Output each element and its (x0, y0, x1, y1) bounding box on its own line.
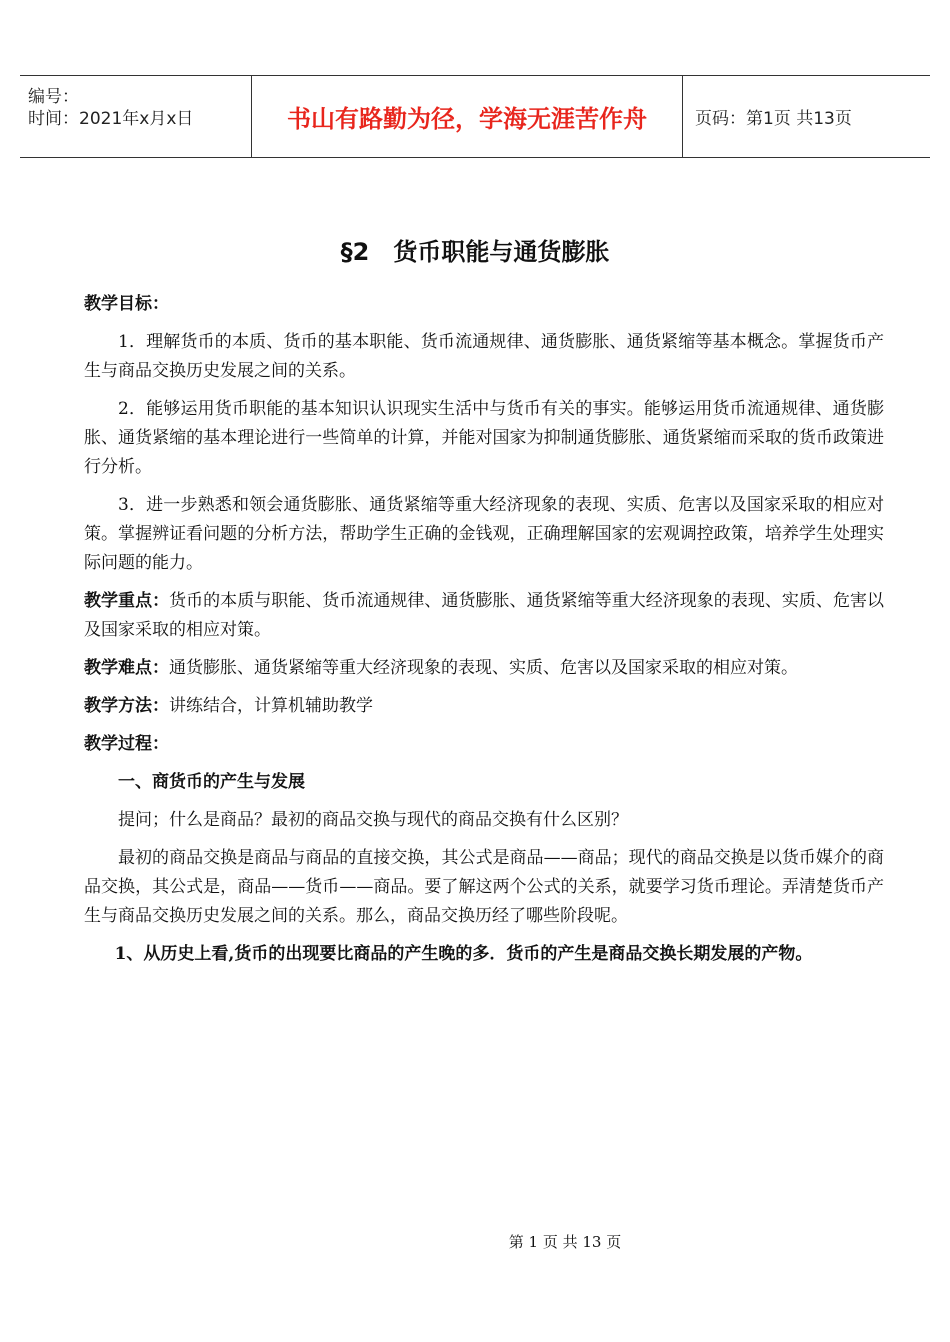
document-body (84, 290, 884, 969)
difficulties-label: 教学难点： (84, 658, 169, 678)
time-label: 时间：2021年x月x日 (28, 109, 194, 129)
objective-item: 3．进一步熟悉和领会通货膨胀、通货紧缩等重大经济现象的表现、实质、危害以及国家采取的相应对策。掌握辨证看问题的分析方法，帮助学生正确的金钱观，正确理解国家的宏观调控政策，培养学生处理实际问题的能力。 (84, 495, 884, 573)
page-footer: 第 1 页 共 13 页 (508, 1233, 622, 1251)
header-meta (20, 76, 252, 157)
objective-item: 1．理解货币的本质、货币的基本职能、货币流通规律、通货膨胀、通货紧缩等基本概念。掌握货币产生与商品交换历史发展之间的关系。 (84, 332, 884, 381)
question-paragraph: 提问；什么是商品？最初的商品交换与现代的商品交换有什么区别？ (118, 810, 628, 830)
process-heading: 教学过程： (84, 734, 169, 754)
document-header (20, 75, 930, 158)
difficulties-text: 通货膨胀、通货紧缩等重大经济现象的表现、实质、危害以及国家采取的相应对策。 (169, 658, 798, 678)
difficulties (84, 654, 884, 683)
objective-item: 2．能够运用货币职能的基本知识认识现实生活中与货币有关的事实。能够运用货币流通规律、通货膨胀、通货紧缩的基本理论进行一些简单的计算，并能对国家为抑制通货膨胀、通货紧缩而采取的货币政策进行分析。 (84, 399, 884, 477)
key-points (84, 587, 884, 645)
header-motto: 书山有路勤为径，学海无涯苦作舟 (252, 76, 683, 157)
header-page-info: 页码：第1页 共13页 (695, 109, 852, 129)
number-label: 编号： (28, 87, 79, 107)
methods (84, 692, 884, 721)
key-points-label: 教学重点： (84, 591, 170, 611)
page-title: §2 货币职能与通货膨胀 (340, 238, 610, 266)
section-heading: 一、商货币的产生与发展 (118, 772, 305, 792)
objectives-heading: 教学目标： (84, 294, 169, 314)
point-paragraph: 1、从历史上看,货币的出现要比商品的产生晚的多．货币的产生是商品交换长期发展的产物。 (114, 944, 813, 964)
methods-label: 教学方法： (84, 696, 169, 716)
key-points-text: 货币的本质与职能、货币流通规律、通货膨胀、通货紧缩等重大经济现象的表现、实质、危害以及国家采取的相应对策。 (84, 591, 884, 640)
methods-text: 讲练结合，计算机辅助教学 (169, 696, 373, 716)
answer-paragraph: 最初的商品交换是商品与商品的直接交换，其公式是商品——商品；现代的商品交换是以货币媒介的商品交换，其公式是，商品——货币——商品。要了解这两个公式的关系，就要学习货币理论。弄清楚货币产生与商品交换历史发展之间的关系。那么，商品交换历经了哪些阶段呢。 (84, 848, 884, 926)
